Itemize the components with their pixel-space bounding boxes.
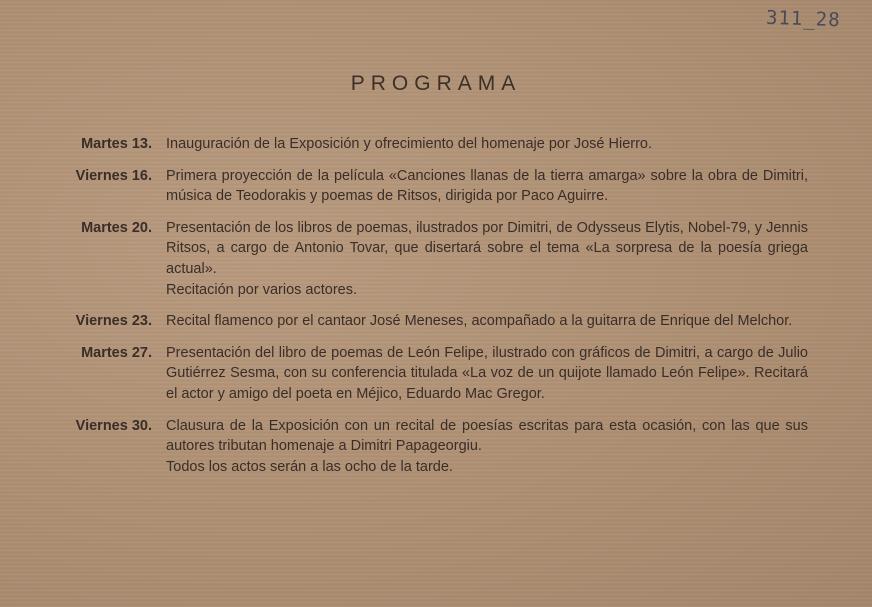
programme-entry (62, 343, 812, 405)
programme-entry (62, 166, 812, 207)
programme-entry (62, 311, 812, 332)
archive-number: 311_28 (765, 6, 842, 32)
programme-entry (62, 134, 812, 155)
programme-list (62, 134, 812, 488)
entry-text: Presentación de los libros de poemas, ilustrados por Dimitri, de Odysseus Elytis, Nobel-79, y Jennis Ritsos, a cargo de Antonio Tovar, que disertará sobre el tema «La sorpresa de la poesía griega actual». (166, 219, 808, 277)
entry-description (166, 166, 808, 207)
programme-entry (62, 218, 812, 300)
entry-description (166, 218, 808, 300)
entry-text: Recital flamenco por el cantaor José Meneses, acompañado a la guitarra de Enrique del Melchor. (166, 313, 793, 330)
entry-text: Primera proyección de la película «Canciones llanas de la tierra amarga» sobre la obra de Dimitri, música de Teodorakis y poemas de Ritsos, dirigida por Paco Aguirre. (166, 167, 808, 205)
entry-text: Inauguración de la Exposición y ofrecimiento del homenaje por José Hierro. (166, 136, 653, 152)
page-title: PROGRAMA (350, 72, 522, 95)
entry-note: Todos los actos serán a las ocho de la tarde. (166, 458, 453, 475)
entry-date: Martes 27. (81, 344, 152, 361)
entry-text: Clausura de la Exposición con un recital de poesías escritas para esta ocasión, con las que sus autores tributan homenaje a Dimitri Papageorgiu. (166, 417, 808, 455)
entry-date: Martes 20. (81, 219, 152, 236)
entry-description (166, 134, 808, 155)
entry-note: Recitación por varios actores. (166, 281, 357, 298)
entry-date: Viernes 30. (75, 417, 152, 434)
entry-description (166, 343, 808, 405)
entry-description (166, 416, 808, 478)
entry-date: Viernes 23. (75, 313, 152, 330)
programme-entry (62, 416, 812, 478)
entry-date: Viernes 16. (75, 167, 152, 184)
entry-text: Presentación del libro de poemas de León Felipe, ilustrado con gráficos de Dimitri, a cargo de Julio Gutiérrez Sesma, con su conferencia titulada «La voz de un quijote llamado León Felipe». Recitará el actor y amigo del poeta en Méjico, Eduardo Mac Gregor. (166, 344, 808, 402)
entry-description (166, 311, 808, 332)
entry-date: Martes 13. (81, 136, 152, 152)
